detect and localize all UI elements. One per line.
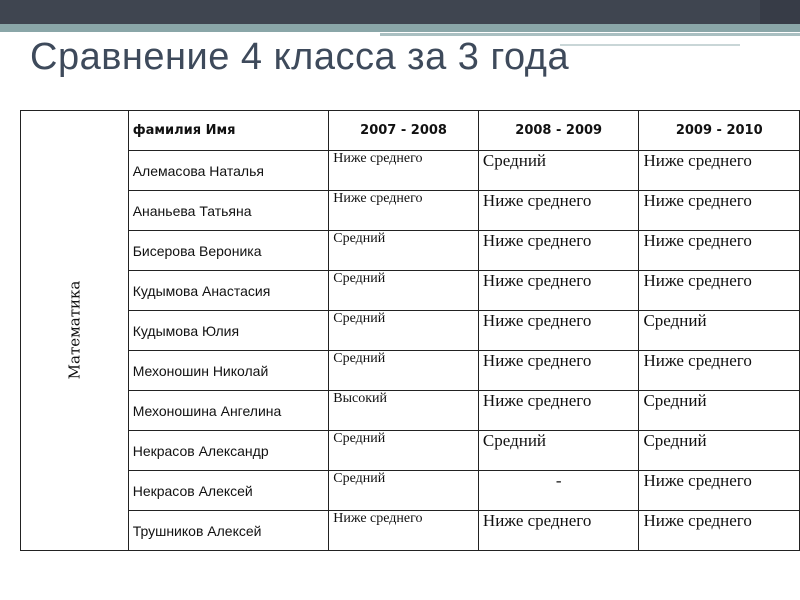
grade-year-2: - (478, 471, 639, 511)
grade-year-2: Средний (478, 431, 639, 471)
header-year-1: 2007 - 2008 (329, 111, 479, 151)
grade-year-3: Средний (639, 311, 800, 351)
table-row (21, 351, 800, 391)
grade-year-3: Ниже среднего (639, 271, 800, 311)
grade-year-3: Ниже среднего (639, 511, 800, 551)
grade-year-1: Средний (329, 271, 479, 311)
slide-title: Сравнение 4 класса за 3 года (30, 36, 570, 78)
table-row (21, 271, 800, 311)
subject-label: Математика (65, 280, 84, 380)
student-name: Бисерова Вероника (128, 231, 329, 271)
header-year-2: 2008 - 2009 (478, 111, 639, 151)
header-year-3: 2009 - 2010 (639, 111, 800, 151)
header-thin-line (560, 44, 740, 46)
grade-year-1: Ниже среднего (329, 191, 479, 231)
grade-year-1: Высокий (329, 391, 479, 431)
grade-year-2: Ниже среднего (478, 391, 639, 431)
student-name: Алемасова Наталья (128, 151, 329, 191)
table-row (21, 391, 800, 431)
grade-year-1: Средний (329, 431, 479, 471)
grade-year-2: Ниже среднего (478, 231, 639, 271)
grade-year-3: Ниже среднего (639, 231, 800, 271)
table-header-row (21, 111, 800, 151)
table-row (21, 231, 800, 271)
grade-year-3: Ниже среднего (639, 351, 800, 391)
student-name: Кудымова Анастасия (128, 271, 329, 311)
table-row (21, 311, 800, 351)
grade-year-3: Ниже среднего (639, 471, 800, 511)
grade-year-1: Средний (329, 351, 479, 391)
grade-year-3: Ниже среднего (639, 191, 800, 231)
grade-year-1: Ниже среднего (329, 511, 479, 551)
table-row (21, 471, 800, 511)
grade-year-1: Средний (329, 311, 479, 351)
grade-year-1: Ниже среднего (329, 151, 479, 191)
table-row (21, 191, 800, 231)
grade-year-3: Средний (639, 431, 800, 471)
student-name: Кудымова Юлия (128, 311, 329, 351)
grade-year-2: Ниже среднего (478, 311, 639, 351)
student-name: Мехоношина Ангелина (128, 391, 329, 431)
subject-cell (21, 111, 129, 551)
grade-year-1: Средний (329, 231, 479, 271)
header-bar-teal (0, 24, 800, 32)
header-name: фамилия Имя (128, 111, 329, 151)
table-row (21, 151, 800, 191)
table-row (21, 511, 800, 551)
grade-year-3: Ниже среднего (639, 151, 800, 191)
grade-year-1: Средний (329, 471, 479, 511)
grade-year-2: Средний (478, 151, 639, 191)
student-name: Некрасов Алексей (128, 471, 329, 511)
grade-year-2: Ниже среднего (478, 351, 639, 391)
grade-year-2: Ниже среднего (478, 191, 639, 231)
grade-year-2: Ниже среднего (478, 511, 639, 551)
student-name: Мехоношин Николай (128, 351, 329, 391)
grade-year-3: Средний (639, 391, 800, 431)
table-row (21, 431, 800, 471)
header-bar-dark (0, 0, 800, 24)
student-name: Трушников Алексей (128, 511, 329, 551)
student-name: Некрасов Александр (128, 431, 329, 471)
grades-table (20, 110, 800, 551)
grade-year-2: Ниже среднего (478, 271, 639, 311)
student-name: Ананьева Татьяна (128, 191, 329, 231)
